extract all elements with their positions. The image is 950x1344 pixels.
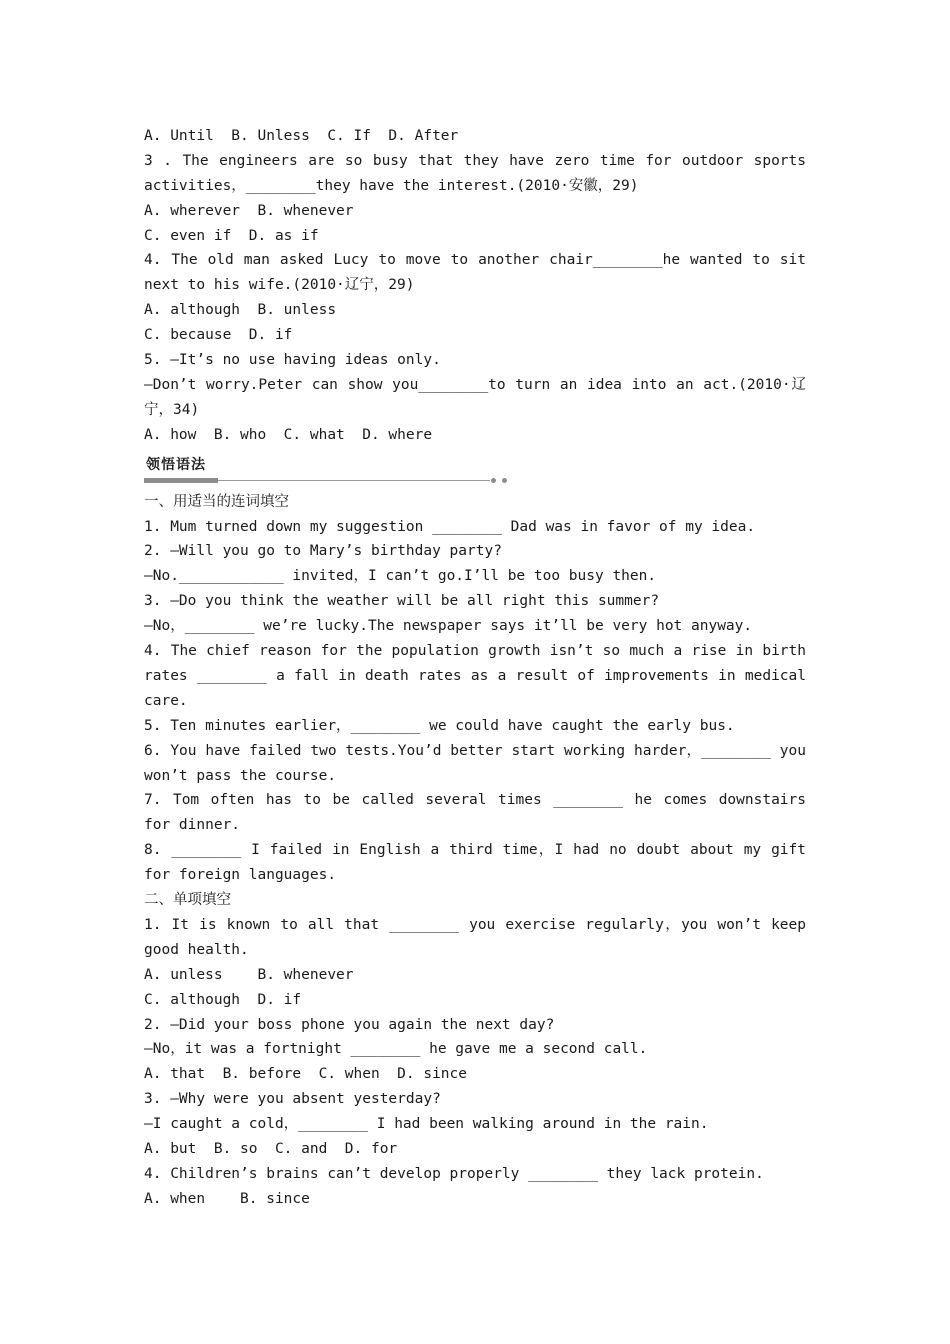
options-line: A. how B. who C. what D. where (144, 426, 433, 443)
question-line: 6. You have failed two tests.You’d better start working harder，________ you won’t pass the course. (144, 742, 806, 784)
section-fill-conjunctions (144, 490, 806, 888)
dialogue-line: —Don’t worry.Peter can show you________to turn an idea into an act.(2010·辽宁，34) (144, 376, 806, 418)
question-line: 2. —Did your boss phone you again the next day? (144, 1016, 555, 1033)
question-line: 1. Mum turned down my suggestion ________ Dad was in favor of my idea. (144, 518, 756, 535)
question-line: 3. —Do you think the weather will be all right this summer? (144, 593, 660, 610)
question-4: 4. The old man asked Lucy to move to another chair________he wanted to sit next to his wife.(2010·辽宁，29) (144, 252, 806, 294)
options-line: C. because D. if (144, 327, 293, 344)
dialogue-line: —I caught a cold，________ I had been walking around in the rain. (144, 1116, 709, 1133)
options-line: A. but B. so C. and D. for (144, 1141, 398, 1157)
options-line: A. that B. before C. when D. since (144, 1066, 468, 1083)
options-line: C. although D. if (144, 991, 302, 1008)
options-line: A. unless B. whenever (144, 966, 354, 983)
question-line: 3. —Why were you absent yesterday? (144, 1091, 441, 1108)
question-line: 2. —Will you go to Mary’s birthday party? (144, 543, 502, 560)
question-line: 4. Children’s brains can’t develop properly ________ they lack protein. (144, 1165, 764, 1182)
options-line: A. although B. unless (144, 302, 337, 319)
grammar-heading: 领悟语法 (146, 456, 206, 473)
section-title: 二、单项填空 (144, 892, 231, 909)
dialogue-line: —No.____________ invited，I can’t go.I’ll be too busy then. (144, 568, 657, 585)
options-line: A. Until B. Unless C. If D. After (144, 128, 459, 144)
document-page (144, 124, 806, 1212)
question-line: 1. It is known to all that ________ you exercise regularly，you won’t keep good health. (144, 916, 806, 958)
section-title: 一、用适当的连词填空 (144, 493, 289, 510)
heading-bar (144, 478, 218, 483)
top-question-block (144, 124, 806, 448)
dialogue-line: —No，________ we’re lucky.The newspaper says it’ll be very hot anyway. (144, 618, 753, 635)
options-line: A. wherever B. whenever (144, 202, 354, 219)
question-line: 7. Tom often has to be called several times ________ he comes downstairs for dinner. (144, 792, 806, 834)
heading-rule (218, 480, 490, 481)
question-5: 5. —It’s no use having ideas only. (144, 352, 441, 369)
heading-dot-icon (502, 478, 507, 483)
dialogue-line: —No，it was a fortnight ________ he gave me a second call. (144, 1041, 648, 1058)
question-line: 5. Ten minutes earlier，________ we could have caught the early bus. (144, 717, 735, 734)
heading-dot-icon (491, 478, 496, 483)
question-line: 8. ________ I failed in English a third time，I had no doubt about my gift for foreign languages. (144, 842, 806, 884)
question-3: 3 . The engineers are so busy that they have zero time for outdoor sports activities，________they have the interest.(2010·安徽，29) (144, 152, 806, 194)
section-multiple-choice (144, 888, 806, 1212)
options-line: C. even if D. as if (144, 227, 319, 244)
grammar-section-header (144, 450, 806, 490)
options-line: A. when B. since (144, 1190, 310, 1207)
question-line: 4. The chief reason for the population growth isn’t so much a rise in birth rates ________ a fall in death rates as a result of improvements in medical care. (144, 643, 806, 709)
